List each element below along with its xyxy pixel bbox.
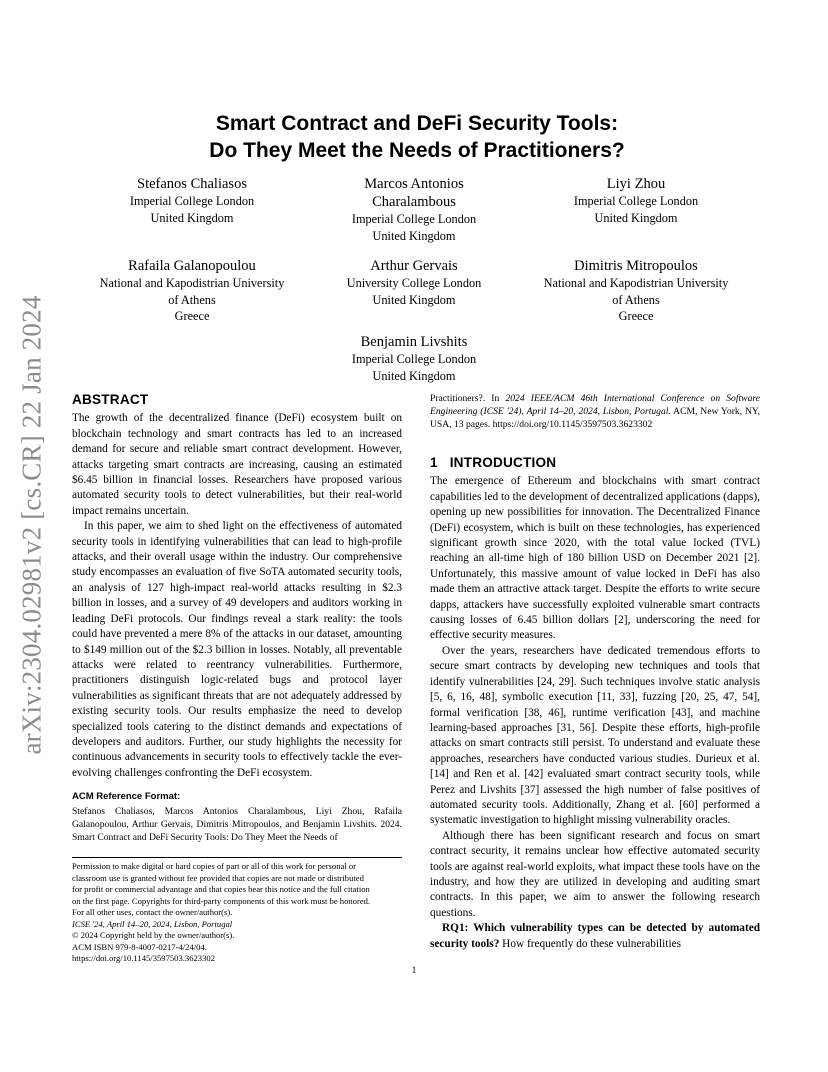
author-country: United Kingdom	[150, 210, 234, 225]
abstract-paragraph: The growth of the decentralized finance (DeFi) ecosystem built on blockchain technology and smart contracts has led to an increased demand for secure and reliable smart contract development. However, attacks targeting smart contracts are increasing, causing an estimated $6.45 billion in financial losses. Researchers have proposed various automated security tools to detect vulnerabilities, but their real-world impact remains uncertain.	[72, 412, 402, 517]
author-name: Benjamin Livshits	[360, 334, 468, 350]
abstract-heading: ABSTRACT	[72, 392, 149, 407]
permission-line: For all other uses, contact the owner/author(s).	[72, 907, 233, 917]
author-block	[516, 257, 756, 325]
arxiv-watermark	[12, 290, 52, 760]
ref-cont-venue: 2024 IEEE/ACM 46th International Conference on Software Engineering (ICSE '24), April 14–20, 2024, Lisbon, Portugal.	[430, 393, 761, 417]
author-name: Marcos Antonios	[364, 176, 464, 192]
intro-paragraph: The emergence of Ethereum and blockchains with smart contract capabilities led to the development of decentralized applications (dapps), opening up new possibilities for innovation. The Decentralized Finance (DeFi) ecosystem, which is built on these technologies, has experienced significant growth since 2020, with the total value locked (TVL) reaching an all-time high of 180 billion USD on December 2021 [2]. Unfortunately, this massive amount of value locked in DeFi has also made them an attractive attack target. Despite the efforts to write secure dapps, attackers have successfully exploited vulnerable smart contracts causing losses of 6.45 billion dollars [2], underscoring the need for effective security measures.	[430, 475, 760, 642]
permission-line: on the first page. Copyrights for third-party components of this work must be honored.	[72, 895, 371, 906]
author-block	[294, 257, 534, 308]
rq1-label: RQ1: Which vulnerability types can be detected by automated security tools?	[430, 922, 760, 950]
author-country: United Kingdom	[372, 368, 456, 383]
rq1-text: How frequently do these vulnerabilities	[499, 937, 681, 950]
author-affiliation: Imperial College London	[573, 194, 699, 208]
author-block	[72, 175, 312, 226]
copyright-footnote	[72, 857, 402, 965]
isbn-line: ACM ISBN 979-8-4007-0217-4/24/04.	[72, 941, 207, 952]
ref-cont-plain: Practitioners?. In	[430, 393, 506, 404]
venue-line: ICSE '24, April 14–20, 2024, Lisbon, Portugal	[72, 918, 233, 929]
doi-line: https://doi.org/10.1145/3597503.3623302	[72, 953, 215, 963]
author-block	[72, 257, 312, 325]
research-question	[430, 921, 760, 952]
author-affiliation: National and Kapodistrian University	[543, 276, 729, 290]
author-name: Stefanos Chaliasos	[137, 176, 247, 192]
intro-paragraph: Although there has been significant research and focus on smart contract security, it remains unclear how effective automated security tools are against real-world exploits, what impact these tools have on the industry, and how they are utilized in developing and auditing smart contracts. In this paper, we aim to answer the following research questions.	[430, 829, 760, 919]
permission-line: Permission to make digital or hard copies of part or all of this work for personal or	[72, 861, 357, 871]
author-affiliation: Imperial College London	[129, 194, 255, 208]
author-country: United Kingdom	[372, 228, 456, 243]
acm-reference-label: ACM Reference Format:	[72, 791, 181, 803]
permission-line: classroom use is granted without fee provided that copies are not made or distributed	[72, 872, 364, 883]
left-column	[72, 392, 402, 844]
author-name: Dimitris Mitropoulos	[574, 258, 698, 274]
author-country: United Kingdom	[594, 210, 678, 225]
permission-line: for profit or commercial advantage and that copies bear this notice and the full citation	[72, 884, 370, 894]
abstract-paragraph: In this paper, we aim to shed light on the effectiveness of automated security tools in identifying vulnerabilities that can lead to high-profile attacks, and their overall usage within the industry. Our comprehensive study encompasses an evaluation of five SoTA automated security tools, an analysis of 127 high-impact real-world attacks resulting in $2.3 billion in losses, and a survey of 49 developers and auditors working in leading DeFi protocols. Our findings reveal a stark reality: the tools could have prevented a mere 8% of the attacks in our dataset, amounting to $149 million out of the $2.3 billion in losses. Notably, all preventable attacks were related to reentrancy vulnerabilities. Furthermore, practitioners distinguish logic-related bugs and protocol layer vulnerabilities as significant threats that are not adequately addressed by existing security tools. Our results emphasize the need to develop specialized tools catering to the distinct demands and expectations of developers and auditors. Further, our study highlights the necessity for continuous advancements in security tools to effectively tackle the ever-evolving challenges confronting the DeFi ecosystem.	[72, 520, 402, 779]
author-affiliation: Imperial College London	[351, 212, 477, 226]
copyright-line: © 2024 Copyright held by the owner/author(s).	[72, 930, 235, 940]
ref-cont-tail: ACM, New York, NY, USA, 13 pages. https://doi.org/10.1145/3597503.3623302	[430, 406, 760, 430]
right-column	[430, 392, 760, 952]
arxiv-identifier: arXiv:2304.02981v2 [cs.CR] 22 Jan 2024	[16, 295, 47, 755]
title-line: Smart Contract and DeFi Security Tools:	[215, 112, 619, 135]
author-block	[516, 175, 756, 226]
acm-reference-text: Stefanos Chaliasos, Marcos Antonios Charalambous, Liyi Zhou, Rafaila Galanopoulou, Arthur Gervais, Dimitris Mitropoulos, and Benjamin Livshits. 2024. Smart Contract and DeFi Security Tools: Do They Meet the Needs of	[72, 805, 402, 843]
author-country: Greece	[618, 309, 654, 323]
author-name: Liyi Zhou	[606, 176, 666, 192]
author-affiliation: University College London	[346, 276, 482, 290]
author-affiliation: Imperial College London	[351, 352, 477, 366]
author-country: United Kingdom	[372, 292, 456, 307]
paper-title	[72, 110, 762, 164]
author-block	[294, 333, 534, 384]
author-block	[294, 175, 534, 244]
author-affiliation: of Athens	[168, 292, 216, 307]
author-name: Charalambous	[372, 194, 456, 210]
intro-paragraph: Over the years, researchers have dedicated tremendous efforts to secure smart contracts by developing new techniques and tools that identify vulnerabilities [24, 29]. Such techniques involve static analysis [5, 6, 16, 48], symbolic execution [11, 33], fuzzing [20, 25, 47, 54], formal verification [38, 46], runtime verification [43], and machine learning-based approaches [31, 56]. Despite these efforts, high-profile attacks on smart contracts still persist. To understand and evaluate these approaches, researchers have conducted various studies. Durieux et al. [14] and Ren et al. [42] evaluated smart contract security tools, while Perez and Livshits [37] assessed the high number of false positives of automated security tools. Additionally, Zhang et al. [60] performed a systematic investigation to highlight missing vulnerability oracles.	[430, 644, 760, 827]
page-number: 1	[411, 966, 417, 976]
author-affiliation: National and Kapodistrian University	[99, 276, 285, 290]
author-affiliation: of Athens	[612, 292, 660, 307]
title-line: Do They Meet the Needs of Practitioners?	[209, 139, 625, 162]
author-name: Rafaila Galanopoulou	[128, 258, 256, 274]
introduction-heading: 1 INTRODUCTION	[430, 455, 557, 470]
acm-reference-continuation	[430, 392, 760, 431]
author-country: Greece	[174, 309, 210, 323]
author-name: Arthur Gervais	[370, 258, 458, 274]
